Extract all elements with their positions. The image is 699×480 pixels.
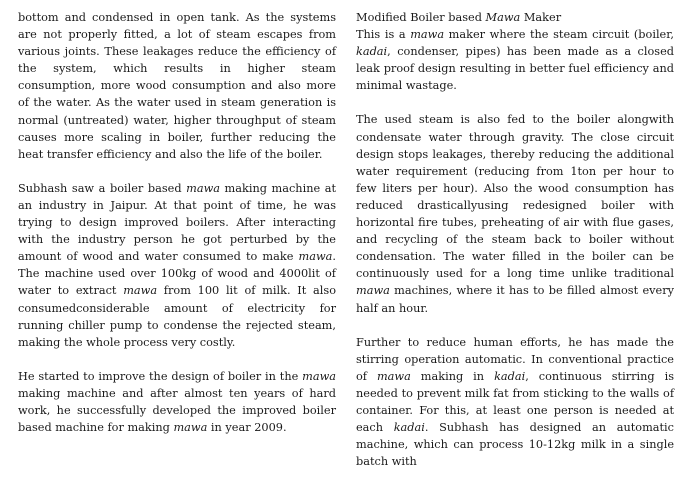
text-run: maker where the steam circuit (boiler, — [444, 28, 674, 42]
text-run: The used steam is also fed to the boiler alongwith condensate water through gravity. The close circuit design stops leakages, thereby reducing the additional water requirement (reducing from 1ton per hour to few liters per hour). Also the wood consumption has reduced drasticallyusing redesigned boiler with horizontal fire tubes, preheating of air with flue gases, and recycling of the steam back to boiler without condensation. The water filled in the boiler can be continuously used for a long time unlike traditional — [356, 113, 674, 281]
text-run: Further to reduce human efforts, he has made the stirring operation automatic. In conventional practice of — [356, 335, 674, 383]
text-run: from 100 lit of milk. It also consumedconsiderable amount of electricity for running chiller pump to condense the rejected steam, making the whole process very costly. — [18, 284, 336, 349]
italic-term: mawa — [186, 181, 220, 195]
italic-term: mawa — [376, 369, 411, 383]
text-run: machines, where it has to be filled almost every half an hour. — [356, 284, 674, 315]
italic-term: mawa — [410, 28, 445, 42]
text-run: Subhash saw a boiler based — [18, 181, 187, 195]
text-run: Modified Boiler based — [356, 11, 486, 24]
paragraph-closed-circuit — [356, 26, 674, 94]
italic-term: Mawa — [485, 11, 521, 24]
italic-term: kadai — [356, 45, 388, 59]
paragraph-steam-recycling — [356, 111, 674, 316]
text-run: He started to improve the design of boiler in the — [18, 369, 303, 383]
left-column — [18, 9, 336, 436]
text-run: . The machine used over 100kg of wood and 4000lit of water to extract — [18, 250, 336, 298]
text-run: bottom and condensed in open tank. As the systems are not properly fitted, a lot of steam escapes from various joints. These leakages reduce the efficiency of the system, which results in higher steam consumption, more wood consumption and also more of the water. As the water used in steam generation is normal (untreated) water, higher throughput of steam causes more scaling in boiler, further reducing the heat transfer efficiency and also the life of the boiler. — [18, 11, 336, 161]
italic-term: mawa — [356, 284, 390, 298]
text-run: making in — [410, 369, 495, 383]
text-run: This is a — [356, 28, 411, 42]
paragraph-steam-leakage — [18, 9, 336, 163]
italic-term: mawa — [173, 421, 208, 435]
italic-term: kadai — [494, 369, 526, 383]
text-run: in year 2009. — [207, 421, 287, 435]
text-run: making machine at an industry in Jaipur. At that point of time, he was trying to design improved boilers. After interacting with the industry person he got perturbed by the amount of wood and water consumed to make — [18, 181, 336, 264]
italic-term: mawa — [123, 284, 158, 298]
italic-term: mawa — [302, 369, 336, 383]
text-run: making machine and after almost ten years of hard work, he successfully developed the improved boiler based machine for making — [18, 386, 336, 435]
text-run: Maker — [520, 11, 562, 24]
text-run: . Subhash has designed an automatic machine, which can process 10-12kg milk in a single batch with — [356, 421, 674, 469]
paragraph-automatic-stirring — [356, 334, 674, 471]
text-run: , continuous stirring is needed to prevent milk fat from sticking to the walls of container. For this, at least one person is needed at each — [356, 369, 675, 435]
paragraph-jaipur-visit — [18, 180, 336, 351]
section-heading — [356, 9, 674, 26]
text-run: , condenser, pipes) has been made as a closed leak proof design resulting in better fuel efficiency and minimal wastage. — [356, 45, 674, 93]
right-column — [356, 9, 674, 470]
paragraph-improvement — [18, 368, 336, 436]
italic-term: mawa — [298, 250, 333, 264]
italic-term: kadai — [393, 421, 425, 435]
